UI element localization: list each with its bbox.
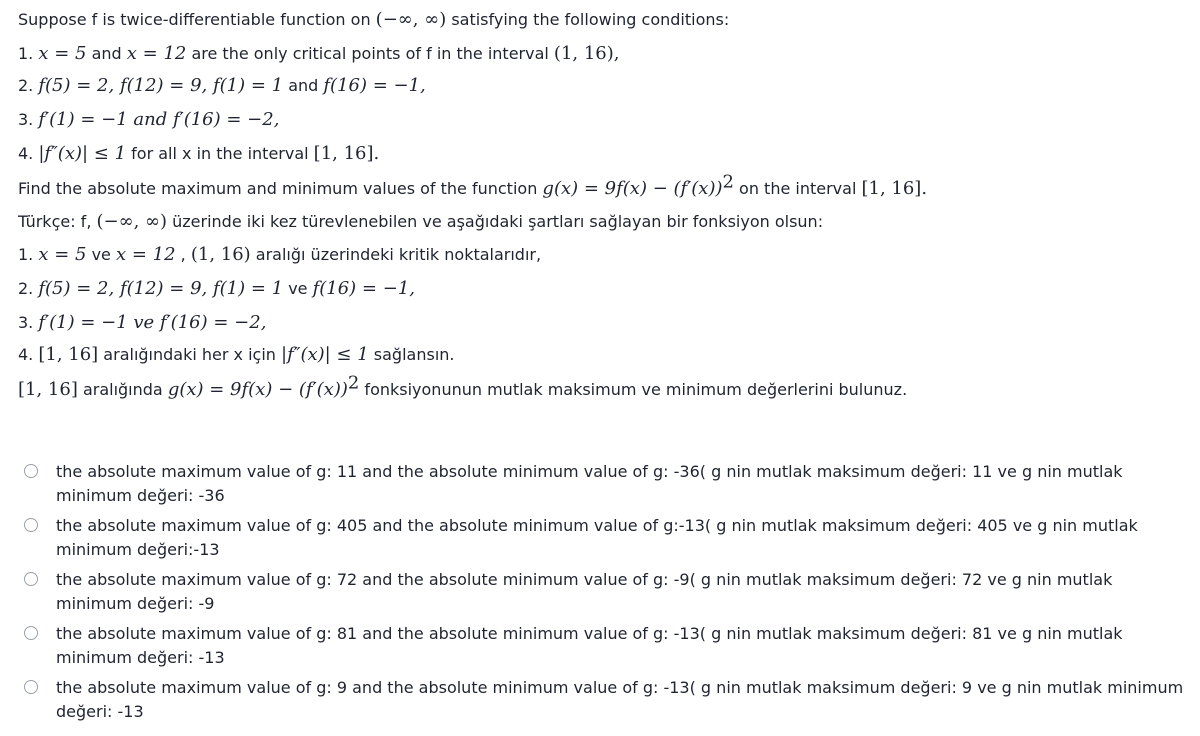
condition-text: for all x in the interval [126,144,314,163]
answer-option-line: değeri: -13 [56,702,144,721]
answer-option-line: minimum değeri: -9 [56,594,215,613]
turkish-intro [18,212,823,232]
condition-number: 4. [18,144,39,163]
question-intro-text-end: satisfying the following conditions: [446,10,730,29]
condition-number: 1. [18,245,39,264]
math-expression: g(x) = 9f(x) − (f′(x)) [167,379,348,400]
math-expression: x = 5 [38,43,87,64]
turkish-prompt [18,372,908,400]
condition-3 [18,110,279,130]
answer-option-line: minimum değeri: -13 [56,648,225,667]
prompt-text: fonksiyonunun mutlak maksimum ve minimum değerlerini bulunuz. [359,380,908,399]
condition-text: sağlansın. [368,345,455,364]
condition-number: 1. [18,44,39,63]
turkish-condition-4 [18,345,454,365]
math-interval: (1, 16) [190,244,251,265]
condition-number: 3. [18,313,39,332]
math-exponent: 2 [722,171,734,193]
turkish-condition-3 [18,313,266,333]
condition-4 [18,144,379,164]
turkish-intro-text: Türkçe: f, [18,212,97,231]
radio-button[interactable] [24,518,38,532]
condition-text: , [175,245,191,264]
math-expression: g(x) = 9f(x) − (f′(x)) [542,178,723,199]
radio-button[interactable] [24,680,38,694]
answer-option-line: minimum değeri:-13 [56,540,220,559]
prompt-text: on the interval [733,179,862,198]
math-interval: [1, 16] [18,379,78,400]
radio-button[interactable] [24,464,38,478]
math-interval: [1, 16]. [861,178,928,199]
math-interval: [1, 16] [38,344,99,365]
condition-1 [18,44,620,64]
math-expression: |f″(x)| ≤ 1 [281,344,369,365]
condition-text: and [283,76,324,95]
answer-option-line: the absolute maximum value of g: 11 and the absolute minimum value of g: -36( g nin mutlak maksimum değeri: 11 ve g nin mutlak [56,462,1123,481]
radio-button[interactable] [24,572,38,586]
math-exponent: 2 [347,372,360,394]
prompt-text: Find the absolute maximum and minimum values of the function [18,179,543,198]
condition-text: and [86,44,127,63]
condition-text: aralığındaki her x için [98,345,281,364]
answer-option-line: the absolute maximum value of g: 72 and the absolute minimum value of g: -9( g nin mutlak maksimum değeri: 72 ve g nin mutlak [56,570,1113,589]
condition-number: 4. [18,345,39,364]
condition-number: 3. [18,110,39,129]
condition-text: ve [283,279,313,298]
math-expression: f′(1) = −1 ve f′(16) = −2, [38,312,267,333]
math-expression: |f″(x)| ≤ 1 [38,143,127,164]
math-interval: [1, 16]. [313,143,380,164]
turkish-intro-text-end: üzerinde iki kez türevlenebilen ve aşağıdaki şartları sağlayan bir fonksiyon olsun: [167,212,824,231]
math-expression: f(16) = −1, [323,75,426,96]
condition-2 [18,76,426,96]
condition-text: ve [86,245,116,264]
turkish-condition-2 [18,279,415,299]
math-expression: f(5) = 2, f(12) = 9, f(1) = 1 [38,75,284,96]
answer-option-label [56,622,1186,670]
prompt-text: aralığında [77,380,168,399]
answer-option-line: the absolute maximum value of g: 9 and the absolute minimum value of g: -13( g nin mutlak maksimum değeri: 9 ve g nin mutlak minimum [56,678,1184,697]
answer-option-label [56,568,1186,616]
math-interval: (−∞, ∞) [96,211,168,232]
condition-text: aralığı üzerindeki kritik noktalarıdır, [250,245,542,264]
math-expression: x = 12 [115,244,176,265]
radio-button[interactable] [24,626,38,640]
math-expression: f′(1) = −1 and f′(16) = −2, [38,109,280,130]
question-intro-text: Suppose f is twice-differentiable function on [18,10,376,29]
answer-option-line: minimum değeri: -36 [56,486,225,505]
answer-option-line: the absolute maximum value of g: 405 and the absolute minimum value of g:-13( g nin mutlak maksimum değeri: 405 ve g nin mutlak [56,516,1138,535]
math-expression: x = 5 [38,244,87,265]
math-expression: f(5) = 2, f(12) = 9, f(1) = 1 [38,278,284,299]
answer-option-label [56,514,1186,562]
turkish-condition-1 [18,245,541,265]
question-intro [18,10,729,30]
math-interval: (1, 16), [553,43,620,64]
condition-number: 2. [18,76,39,95]
condition-text: are the only critical points of f in the interval [186,44,554,63]
condition-number: 2. [18,279,39,298]
math-interval: (−∞, ∞) [375,9,447,30]
answer-option-line: the absolute maximum value of g: 81 and the absolute minimum value of g: -13( g nin mutlak maksimum değeri: 81 ve g nin mutlak [56,624,1123,643]
answer-option-label [56,676,1186,724]
math-expression: f(16) = −1, [312,278,415,299]
math-expression: x = 12 [126,43,187,64]
question-prompt [18,171,928,199]
answer-option-label [56,460,1186,508]
